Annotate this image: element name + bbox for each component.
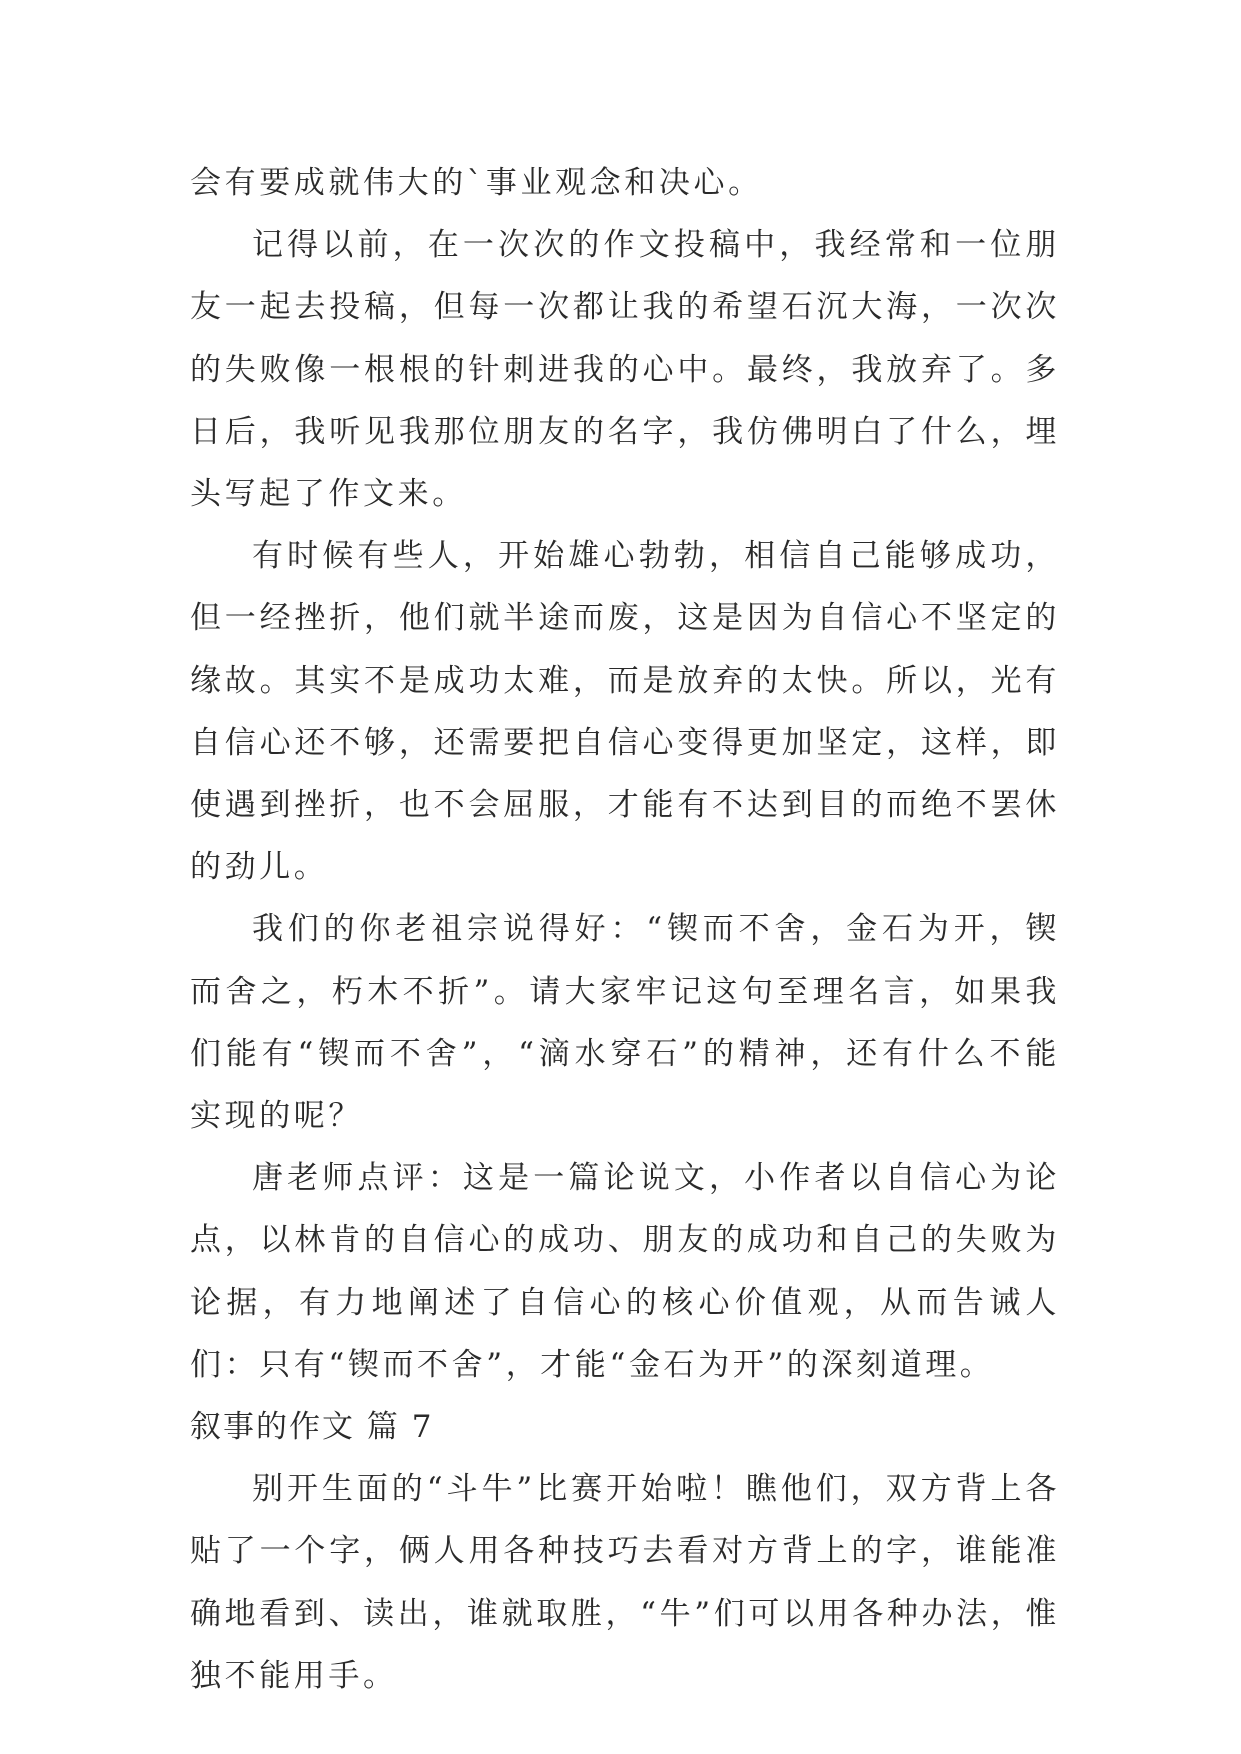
paragraph-teacher-comment: 唐老师点评：这是一篇论说文，小作者以自信心为论点，以林肯的自信心的成功、朋友的成功和自己的失败为论据，有力地阐述了自信心的核心价值观，从而告诫人们：只有“锲而不舍”，才能“金石为开”的深刻道理。 xyxy=(190,1160,1060,1383)
paragraph-continuation: 会有要成就伟大的`事业观念和决心。 xyxy=(190,165,763,201)
section-heading: 叙事的作文 篇 7 xyxy=(190,1409,434,1446)
paragraph-bullfight-game: 别开生面的“斗牛”比赛开始啦！瞧他们，双方背上各贴了一个字，俩人用各种技巧去看对方背上的字，谁能准确地看到、读出，谁就取胜，“牛”们可以用各种办法，惟独不能用手。 xyxy=(190,1471,1060,1694)
paragraph-submission-story: 记得以前，在一次次的作文投稿中，我经常和一位朋友一起去投稿，但每一次都让我的希望石沉大海，一次次的失败像一根根的针刺进我的心中。最终，我放弃了。多日后，我听见我那位朋友的名字，我仿佛明白了什么，埋头写起了作文来。 xyxy=(190,227,1060,513)
paragraph-confidence-argument: 有时候有些人，开始雄心勃勃，相信自己能够成功，但一经挫折，他们就半途而废，这是因为自信心不坚定的缘故。其实不是成功太难，而是放弃的太快。所以，光有自信心还不够，还需要把自信心变得更加坚定，这样，即使遇到挫折，也不会屈服，才能有不达到目的而绝不罢休的劲儿。 xyxy=(190,538,1060,886)
paragraph-proverb: 我们的你老祖宗说得好：“锲而不舍，金石为开，锲而舍之，朽木不折”。请大家牢记这句至理名言，如果我们能有“锲而不舍”，“滴水穿石”的精神，还有什么不能实现的呢？ xyxy=(190,911,1060,1135)
document-body xyxy=(190,152,1060,1707)
